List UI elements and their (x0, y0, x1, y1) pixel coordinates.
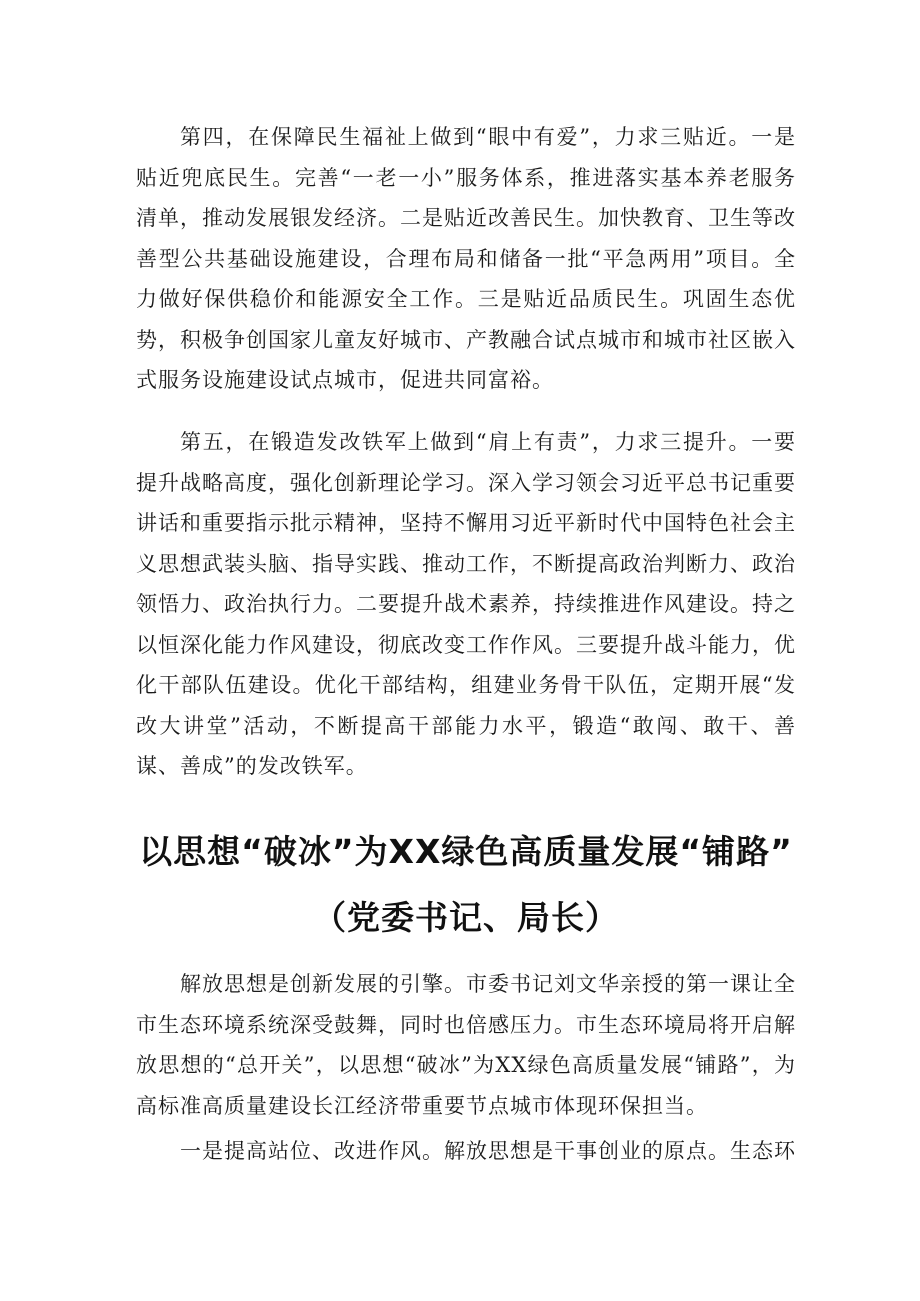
paragraph-fourth: 第四，在保障民生福祉上做到“眼中有爱”，力求三贴近。一是贴近兜底民生。完善“一老一小”服务体系，推进落实基本养老服务清单，推动发展银发经济。二是贴近改善民生。加快教育、卫生等改善型公共基础设施建设，合理布局和储备一批“平急两用”项目。全力做好保供稳价和能源安全工作。三是贴近品质民生。巩固生态优势，积极争创国家儿童友好城市、产教融合试点城市和城市社区嵌入式服务设施建设试点城市，促进共同富裕。 (136, 125, 796, 392)
paragraph-fifth: 第五，在锻造发改铁军上做到“肩上有责”，力求三提升。一要提升战略高度，强化创新理论学习。深入学习领会习近平总书记重要讲话和重要指示批示精神，坚持不懈用习近平新时代中国特色社会主义思想武装头脑、指导实践、推动工作，不断提高政治判断力、政治领悟力、政治执行力。二要提升战术素养，持续推进作风建设。持之以恒深化能力作风建设，彻底改变工作作风。三要提升战斗能力，优化干部队伍建设。优化干部结构，组建业务骨干队伍，定期开展“发改大讲堂”活动，不断提高干部能力水平，锻造“敢闯、敢干、善谋、善成”的发改铁军。 (136, 430, 796, 778)
article-paragraph-first-point: 一是提高站位、改进作风。解放思想是干事创业的原点。生态环 (180, 1139, 796, 1163)
article-subtitle: （党委书记、局长） (313, 898, 619, 937)
article-paragraph-intro: 解放思想是创新发展的引擎。市委书记刘文华亲授的第一课让全市生态环境系统深受鼓舞，同时也倍感压力。市生态环境局将开启解放思想的“总开关”，以思想“破冰”为XX绿色高质量发展“铺路”，为高标准高质量建设长江经济带重要节点城市体现环保担当。 (136, 972, 796, 1118)
article-title: 以思想“破冰”为XX绿色高质量发展“铺路” (139, 832, 793, 871)
